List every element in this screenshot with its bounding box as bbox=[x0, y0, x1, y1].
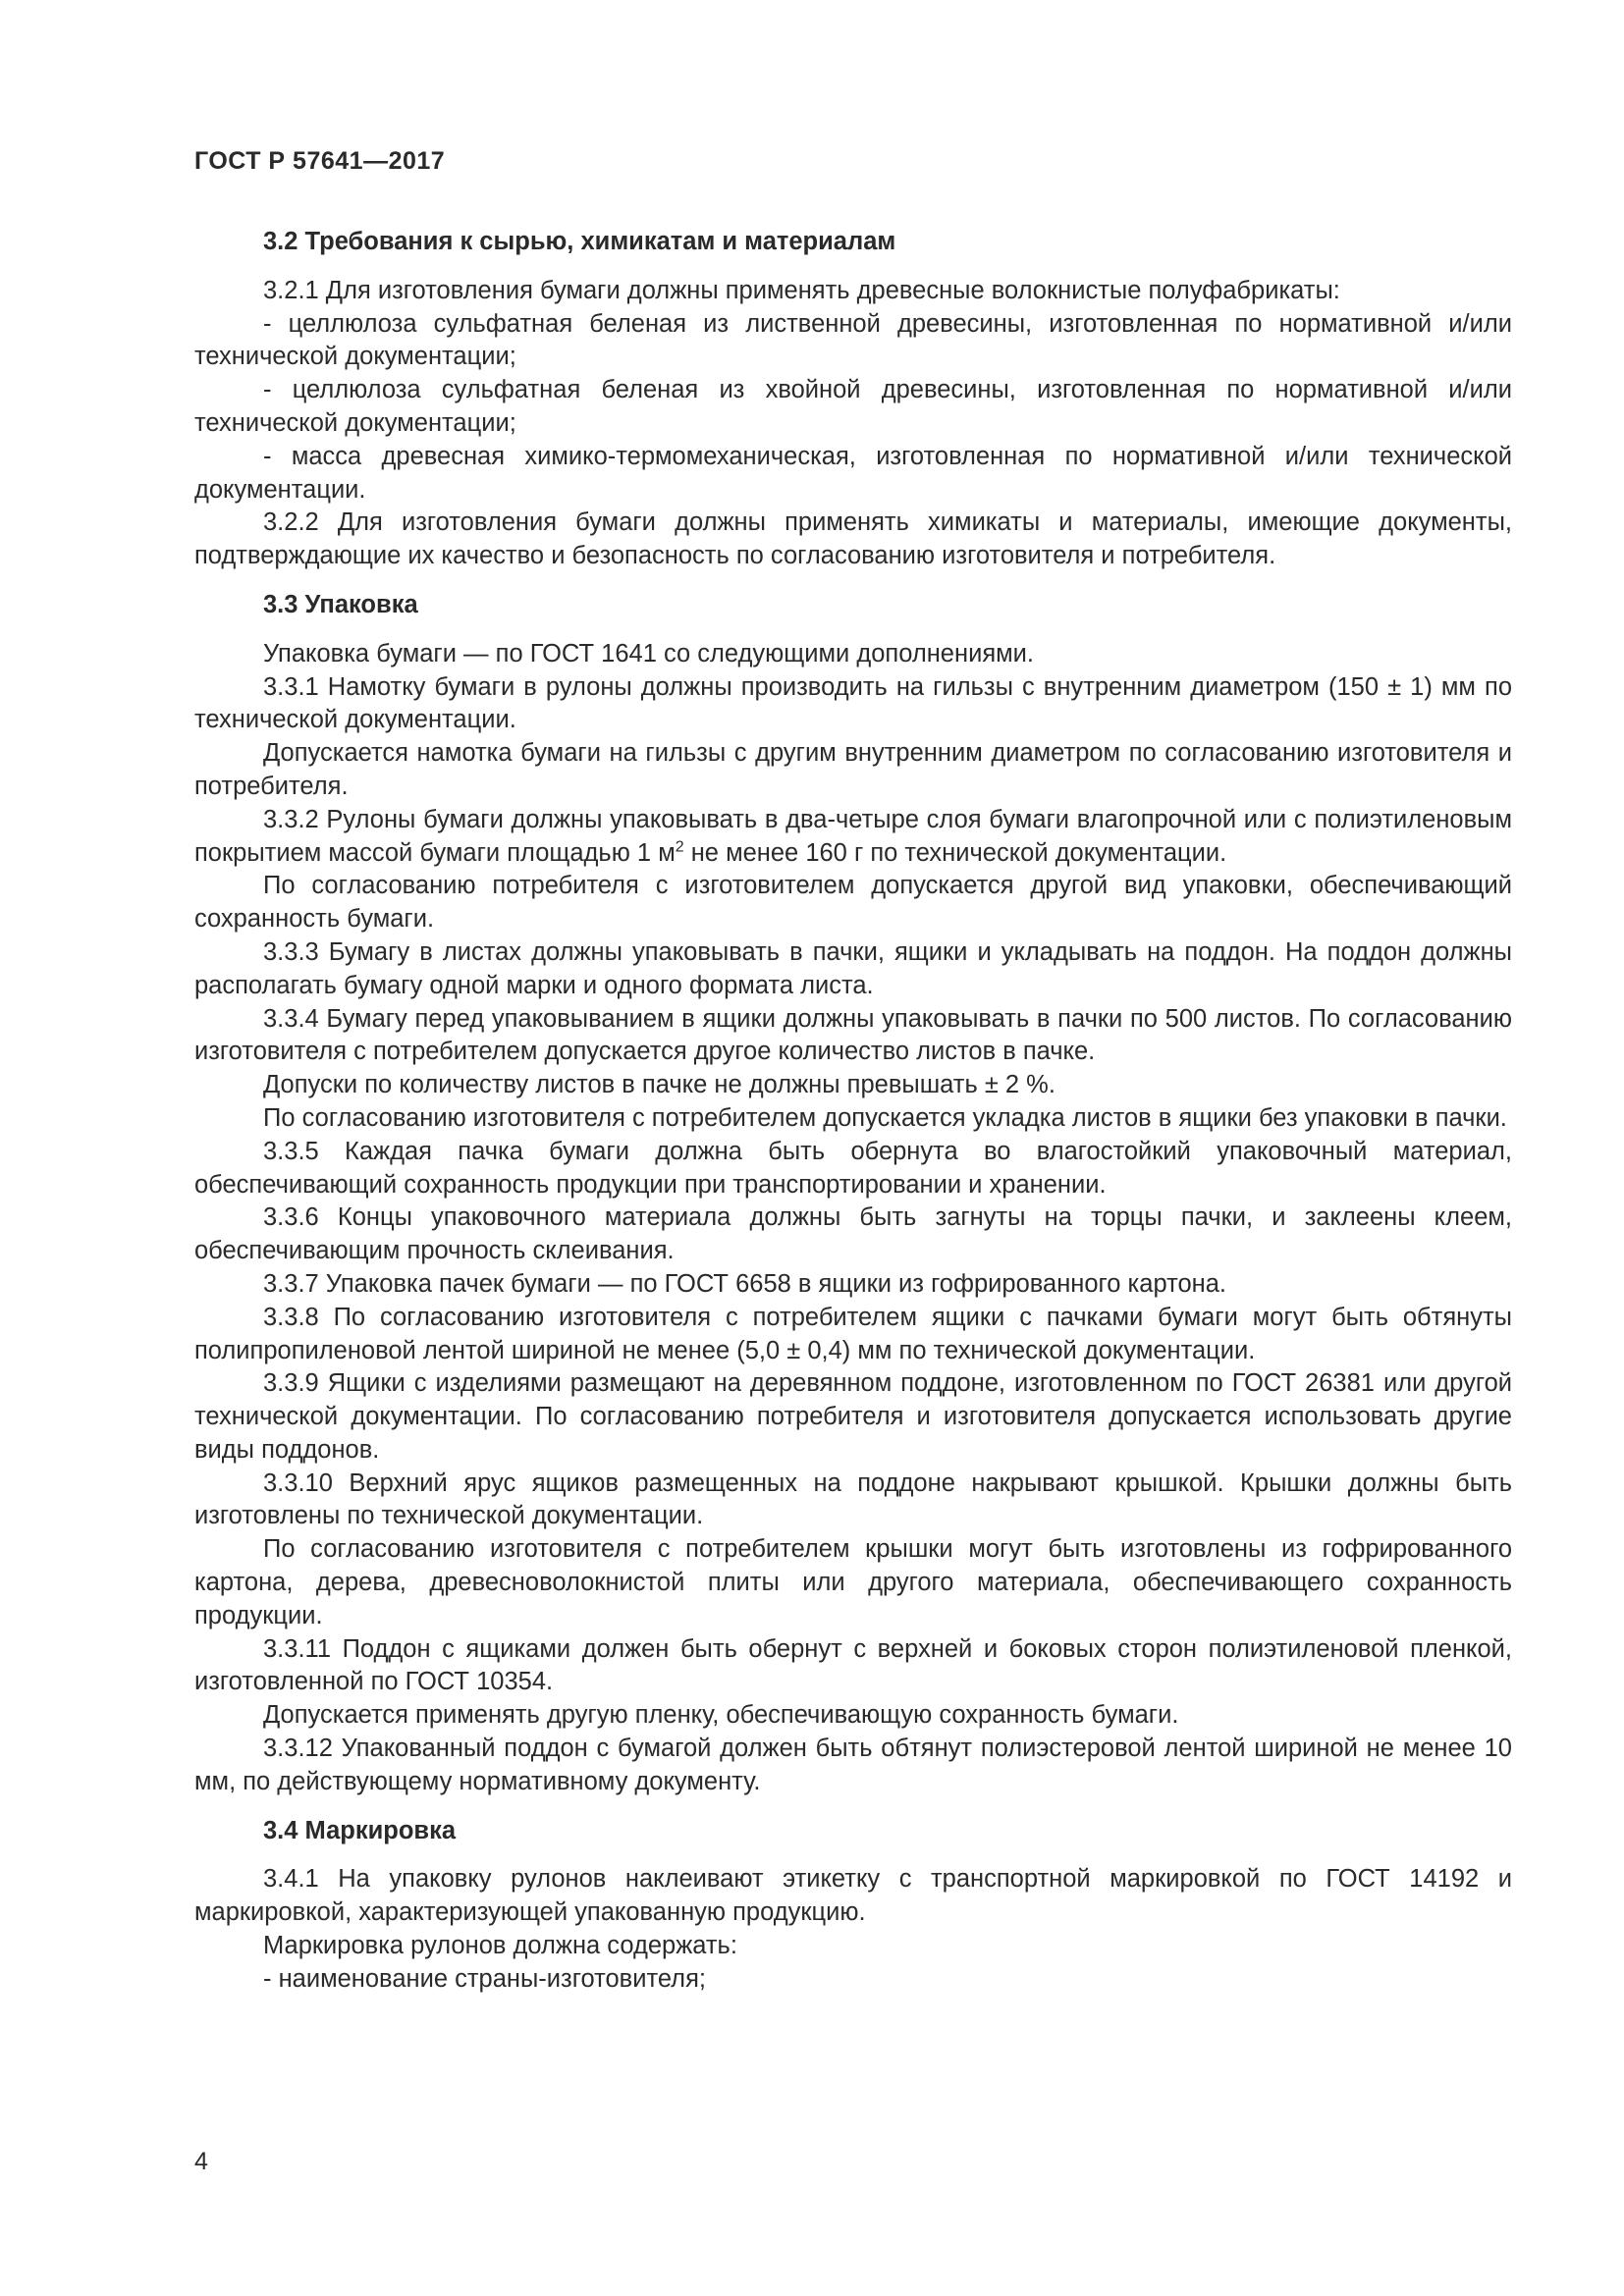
paragraph: 3.3.7 Упаковка пачек бумаги — по ГОСТ 6658 в ящики из гофрированного картона. bbox=[263, 1269, 1227, 1298]
paragraph: 3.3.6 Концы упаковочного материала должны быть загнуты на торцы пачки, и заклеены клеем, обеспечивающим прочность склеивания. bbox=[194, 1203, 1512, 1265]
paragraph: 3.3.11 Поддон с ящиками должен быть обернут с верхней и боковых сторон полиэтиленовой пленкой, изготовленной по ГОСТ 10354. bbox=[194, 1634, 1512, 1696]
spacer bbox=[194, 573, 1512, 589]
document-header: ГОСТ Р 57641—2017 bbox=[194, 147, 446, 175]
section-title-3-2: 3.2 Требования к сырью, химикатам и материалам bbox=[263, 228, 896, 255]
section-title-3-4: 3.4 Маркировка bbox=[263, 1816, 457, 1844]
paragraph: 3.4.1 На упаковку рулонов наклеивают этикетку с транспортной маркировкой по ГОСТ 14192 и маркировкой, характеризующей упакованную продукцию. bbox=[194, 1865, 1512, 1927]
list-item: - наименование страны-изготовителя; bbox=[263, 1964, 706, 1993]
paragraph: 3.3.10 Верхний ярус ящиков размещенных на поддоне накрывают крышкой. Крышки должны быть изготовлены по технической документации. bbox=[194, 1468, 1512, 1530]
paragraph: Допуски по количеству листов в пачке не должны превышать ± 2 %. bbox=[263, 1071, 1056, 1099]
list-item: - целлюлоза сульфатная беленая из лиственной древесины, изготовленная по нормативной и/или технической документации; bbox=[194, 309, 1512, 371]
paragraph: 3.3.3 Бумагу в листах должны упаковывать в пачки, ящики и укладывать на поддон. На поддон должны располагать бумагу одной марки и одного формата листа. bbox=[194, 937, 1512, 999]
paragraph: По согласованию изготовителя с потребителем допускается укладка листов в ящики без упаковки в пачки. bbox=[263, 1103, 1507, 1132]
paragraph: 3.2.1 Для изготовления бумаги должны применять древесные волокнистые полуфабрикаты: bbox=[263, 276, 1340, 304]
paragraph: По согласованию потребителя с изготовителем допускается другой вид упаковки, обеспечивающий сохранность бумаги. bbox=[194, 872, 1512, 934]
page-number: 4 bbox=[194, 2148, 208, 2175]
paragraph bbox=[194, 804, 1512, 871]
text-run: 3.3.2 Рулоны бумаги должны упаковывать в два-четыре слоя бумаги влагопрочной или с полиэтиленовым покрытием массой бумаги площадью 1 м bbox=[194, 805, 1512, 867]
paragraph: 3.3.5 Каждая пачка бумаги должна быть обернута во влагостойкий упаковочный материал, обеспечивающий сохранность продукции при транспортировании и хранении. bbox=[194, 1137, 1512, 1199]
paragraph: 3.3.12 Упакованный поддон с бумагой должен быть обтянут полиэстеровой лентой шириной не менее 10 мм, по действующему нормативному документу. bbox=[194, 1735, 1512, 1795]
paragraph: 3.3.1 Намотку бумаги в рулоны должны производить на гильзы с внутренним диаметром (150 ± 1) мм по технической документации. bbox=[194, 672, 1512, 734]
list-item: - масса древесная химико-термомеханическая, изготовленная по нормативной и/или технической документации. bbox=[194, 442, 1512, 504]
spacer bbox=[194, 1847, 1512, 1863]
spacer bbox=[194, 1799, 1512, 1815]
paragraph: Допускается применять другую пленку, обеспечивающую сохранность бумаги. bbox=[263, 1701, 1179, 1730]
paragraph: Упаковка бумаги — по ГОСТ 1641 со следующими дополнениями. bbox=[263, 639, 1034, 667]
paragraph: 3.3.4 Бумагу перед упаковыванием в ящики должны упаковывать в пачки по 500 листов. По согласованию изготовителя с потребителем допускается другое количество листов в пачке. bbox=[194, 1004, 1512, 1066]
paragraph: Допускается намотка бумаги на гильзы с другим внутренним диаметром по согласованию изготовителя и потребителя. bbox=[194, 739, 1512, 800]
spacer bbox=[194, 622, 1512, 638]
superscript: 2 bbox=[675, 838, 684, 856]
paragraph: Маркировка рулонов должна содержать: bbox=[263, 1932, 737, 1960]
section-title-3-3: 3.3 Упаковка bbox=[263, 590, 418, 618]
paragraph: 3.3.9 Ящики с изделиями размещают на деревянном поддоне, изготовленном по ГОСТ 26381 или другой технической документации. По согласованию потребителя и изготовителя допускается использовать другие виды поддонов. bbox=[194, 1369, 1512, 1464]
paragraph: 3.3.8 По согласованию изготовителя с потребителем ящики с пачками бумаги могут быть обтянуты полипропиленовой лентой шириной не менее (5,0 ± 0,4) мм по технической документации. bbox=[194, 1303, 1512, 1364]
paragraph: 3.2.2 Для изготовления бумаги должны применять химикаты и материалы, имеющие документы, подтверждающие их качество и безопасность по согласованию изготовителя и потребителя. bbox=[194, 508, 1512, 570]
page-content bbox=[194, 226, 1512, 1997]
spacer bbox=[194, 259, 1512, 275]
text-run: не менее 160 г по технической документации. bbox=[683, 838, 1227, 867]
list-item: - целлюлоза сульфатная беленая из хвойной древесины, изготовленная по нормативной и/или технической документации; bbox=[194, 376, 1512, 437]
paragraph: По согласованию изготовителя с потребителем крышки могут быть изготовлены из гофрированного картона, дерева, древесноволокнистой плиты или другого материала, обеспечивающего сохранность продукции. bbox=[194, 1535, 1512, 1629]
